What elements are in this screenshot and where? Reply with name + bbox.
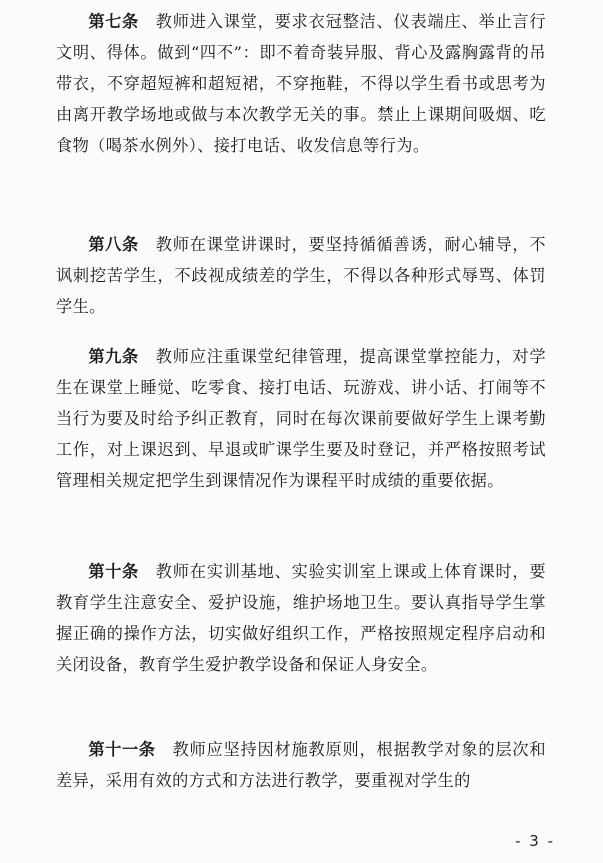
- article-11-number: 第十一条: [88, 740, 156, 759]
- article-7-text: 教师进入课堂，要求衣冠整洁、仪表端庄、举止言行文明、得体。做到“四不”：即不着奇装异服、背心及露胸露背的吊带衣，不穿超短裤和超短裙，不穿拖鞋，不得以学生看书或思考为由离开教学场地或做与本次教学无关的事。禁止上课期间吸烟、吃食物（喝茶水例外）、接打电话、收发信息等行为。: [56, 12, 546, 155]
- page-number: - 3 -: [515, 832, 555, 850]
- article-9-text: 教师应注重课堂纪律管理，提高课堂掌控能力，对学生在课堂上睡觉、吃零食、接打电话、玩游戏、讲小话、打闹等不当行为要及时给予纠正教育，同时在每次课前要做好学生上课考勤工作，对上课迟到、早退或旷课学生要及时登记，并严格按照考试管理相关规定把学生到课情况作为课程平时成绩的重要依据。: [56, 347, 546, 490]
- article-11: [56, 735, 546, 797]
- article-8: [56, 230, 546, 323]
- article-10-number: 第十条: [88, 562, 139, 581]
- article-7: [56, 7, 546, 162]
- article-7-number: 第七条: [88, 12, 139, 31]
- article-11-text: 教师应坚持因材施教原则，根据教学对象的层次和差异，采用有效的方式和方法进行教学，要重视对学生的: [56, 740, 546, 790]
- article-10-text: 教师在实训基地、实验实训室上课或上体育课时，要教育学生注意安全、爱护设施，维护场地卫生。要认真指导学生掌握正确的操作方法，切实做好组织工作，严格按照规定程序启动和关闭设备，教育学生爱护教学设备和保证人身安全。: [56, 562, 546, 674]
- article-10: [56, 557, 546, 681]
- article-9: [56, 342, 546, 497]
- article-9-number: 第九条: [88, 347, 139, 366]
- article-8-text: 教师在课堂讲课时，要坚持循循善诱，耐心辅导，不讽刺挖苦学生，不歧视成绩差的学生，不得以各种形式辱骂、体罚学生。: [56, 235, 546, 316]
- article-8-number: 第八条: [88, 235, 139, 254]
